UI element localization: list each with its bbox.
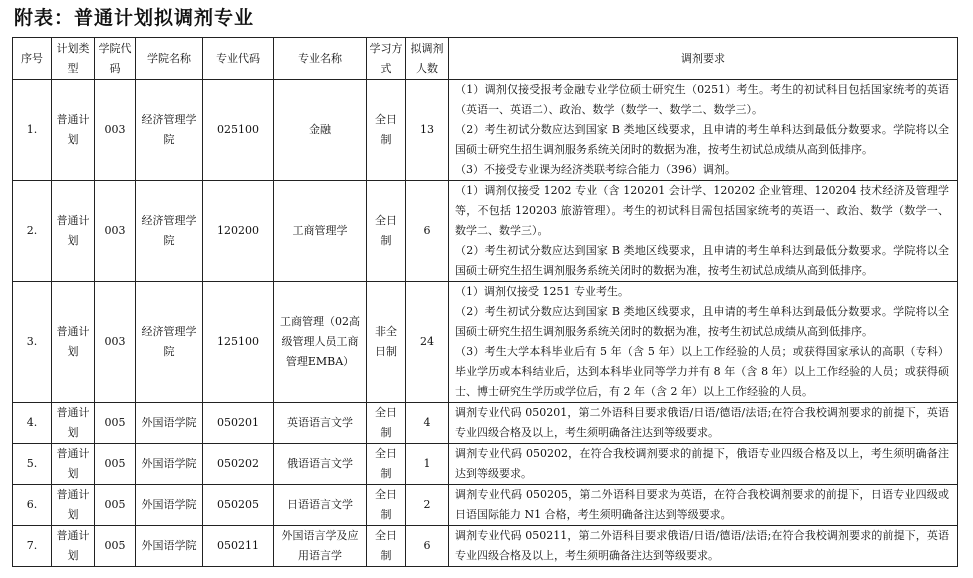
cell-study-mode: 全日制 xyxy=(367,80,406,181)
cell-seq: 1. xyxy=(13,80,52,181)
cell-college-code: 005 xyxy=(95,403,136,444)
cell-major-code: 050202 xyxy=(203,444,274,485)
cell-college-name: 经济管理学院 xyxy=(136,181,203,282)
cell-seq: 4. xyxy=(13,403,52,444)
cell-major-name: 日语语言文学 xyxy=(274,485,367,526)
cell-requirements xyxy=(449,403,958,444)
cell-college-name: 外国语学院 xyxy=(136,526,203,567)
cell-plan-type: 普通计划 xyxy=(52,444,95,485)
requirement-item: 调剂专业代码 050202，在符合我校调剂要求的前提下，俄语专业四级合格及以上，考生须明确备注达到等级要求。 xyxy=(455,447,949,480)
cell-major-name: 外国语言学及应用语言学 xyxy=(274,526,367,567)
cell-seq: 6. xyxy=(13,485,52,526)
requirement-item: 调剂专业代码 050201，第二外语科目要求俄语/日语/德语/法语;在符合我校调剂要求的前提下，英语专业四级合格及以上，考生须明确备注达到等级要求。 xyxy=(455,406,949,439)
cell-college-code: 003 xyxy=(95,181,136,282)
adjustment-table xyxy=(12,37,958,567)
cell-seq: 5. xyxy=(13,444,52,485)
cell-requirements xyxy=(449,444,958,485)
cell-college-name: 外国语学院 xyxy=(136,403,203,444)
cell-study-mode: 全日制 xyxy=(367,444,406,485)
cell-count: 2 xyxy=(406,485,449,526)
cell-college-code: 005 xyxy=(95,485,136,526)
cell-count: 1 xyxy=(406,444,449,485)
requirement-item: （2）考生初试分数应达到国家 B 类地区线要求，且申请的考生单科达到最低分数要求。学院将以全国硕士研究生招生调剂服务系统关闭时的数据为准，按考生初试总成绩从高到低排序。 xyxy=(455,123,949,156)
table-row xyxy=(13,181,958,282)
cell-seq: 2. xyxy=(13,181,52,282)
cell-study-mode: 全日制 xyxy=(367,485,406,526)
cell-count: 4 xyxy=(406,403,449,444)
requirement-item: 调剂专业代码 050205，第二外语科目要求为英语，在符合我校调剂要求的前提下，日语专业四级或日语国际能力 N1 合格，考生须明确备注达到等级要求。 xyxy=(455,488,949,521)
requirement-item: （3）考生大学本科毕业后有 5 年（含 5 年）以上工作经验的人员；或获得国家承认的高职（专科）毕业学历或本科结业后，达到本科毕业同等学力并有 8 年（含 8 年）以上工作经验的人员；或获得硕士、博士研究生学历或学位后，有 2 年（含 2 年）以上工作经验的人员。 xyxy=(455,345,949,398)
cell-college-name: 经济管理学院 xyxy=(136,80,203,181)
header-requirements: 调剂要求 xyxy=(449,38,958,80)
cell-plan-type: 普通计划 xyxy=(52,403,95,444)
cell-study-mode: 非全日制 xyxy=(367,282,406,403)
cell-plan-type: 普通计划 xyxy=(52,80,95,181)
cell-major-code: 050211 xyxy=(203,526,274,567)
header-major-code: 专业代码 xyxy=(203,38,274,80)
requirement-item: （2）考生初试分数应达到国家 B 类地区线要求，且申请的考生单科达到最低分数要求。学院将以全国硕士研究生招生调剂服务系统关闭时的数据为准，按考生初试总成绩从高到低排序。 xyxy=(455,305,949,338)
cell-major-code: 050201 xyxy=(203,403,274,444)
header-college-name: 学院名称 xyxy=(136,38,203,80)
table-row xyxy=(13,526,958,567)
cell-seq: 3. xyxy=(13,282,52,403)
cell-major-code: 050205 xyxy=(203,485,274,526)
cell-college-name: 外国语学院 xyxy=(136,485,203,526)
cell-requirements xyxy=(449,80,958,181)
cell-study-mode: 全日制 xyxy=(367,526,406,567)
cell-college-code: 005 xyxy=(95,444,136,485)
cell-count: 6 xyxy=(406,526,449,567)
requirement-item: 调剂专业代码 050211，第二外语科目要求俄语/日语/德语/法语;在符合我校调剂要求的前提下，英语专业四级合格及以上，考生须明确备注达到等级要求。 xyxy=(455,529,949,562)
cell-study-mode: 全日制 xyxy=(367,403,406,444)
header-count: 拟调剂人数 xyxy=(406,38,449,80)
cell-major-name: 工商管理（02高级管理人员工商管理EMBA） xyxy=(274,282,367,403)
cell-count: 13 xyxy=(406,80,449,181)
table-row xyxy=(13,485,958,526)
cell-plan-type: 普通计划 xyxy=(52,485,95,526)
cell-seq: 7. xyxy=(13,526,52,567)
cell-major-code: 125100 xyxy=(203,282,274,403)
cell-college-name: 经济管理学院 xyxy=(136,282,203,403)
header-row xyxy=(13,38,958,80)
cell-major-code: 120200 xyxy=(203,181,274,282)
cell-study-mode: 全日制 xyxy=(367,181,406,282)
table-row xyxy=(13,282,958,403)
cell-major-name: 英语语言文学 xyxy=(274,403,367,444)
header-major-name: 专业名称 xyxy=(274,38,367,80)
cell-plan-type: 普通计划 xyxy=(52,181,95,282)
requirement-item: （1）调剂仅接受 1251 专业考生。 xyxy=(455,285,629,298)
cell-major-name: 工商管理学 xyxy=(274,181,367,282)
cell-requirements xyxy=(449,282,958,403)
requirement-item: （2）考生初试分数应达到国家 B 类地区线要求，且申请的考生单科达到最低分数要求。学院将以全国硕士研究生招生调剂服务系统关闭时的数据为准，按考生初试总成绩从高到低排序。 xyxy=(455,244,949,277)
cell-plan-type: 普通计划 xyxy=(52,282,95,403)
header-seq: 序号 xyxy=(13,38,52,80)
cell-requirements xyxy=(449,485,958,526)
cell-college-code: 003 xyxy=(95,80,136,181)
cell-count: 6 xyxy=(406,181,449,282)
cell-requirements xyxy=(449,526,958,567)
cell-major-name: 金融 xyxy=(274,80,367,181)
cell-college-code: 005 xyxy=(95,526,136,567)
table-row xyxy=(13,403,958,444)
requirement-item: （1）调剂仅接受报考金融专业学位硕士研究生（0251）考生。考生的初试科目包括国家统考的英语（英语一、英语二）、政治、数学（数学一、数学二、数学三）。 xyxy=(455,83,949,116)
table-row xyxy=(13,80,958,181)
requirement-item: （1）调剂仅接受 1202 专业（含 120201 会计学、120202 企业管理、120204 技术经济及管理学等，不包括 120203 旅游管理）。考生的初试科目需包括国家统考的英语一、政治、数学（数学一、数学二、数学三）。 xyxy=(455,184,949,237)
cell-college-code: 003 xyxy=(95,282,136,403)
header-study-mode: 学习方式 xyxy=(367,38,406,80)
page-title: 附表：普通计划拟调剂专业 xyxy=(14,7,255,29)
cell-requirements xyxy=(449,181,958,282)
requirement-item: （3）不接受专业课为经济类联考综合能力（396）调剂。 xyxy=(455,163,736,176)
cell-college-name: 外国语学院 xyxy=(136,444,203,485)
header-college-code: 学院代码 xyxy=(95,38,136,80)
cell-major-name: 俄语语言文学 xyxy=(274,444,367,485)
cell-count: 24 xyxy=(406,282,449,403)
table-row xyxy=(13,444,958,485)
header-plan-type: 计划类型 xyxy=(52,38,95,80)
cell-major-code: 025100 xyxy=(203,80,274,181)
cell-plan-type: 普通计划 xyxy=(52,526,95,567)
